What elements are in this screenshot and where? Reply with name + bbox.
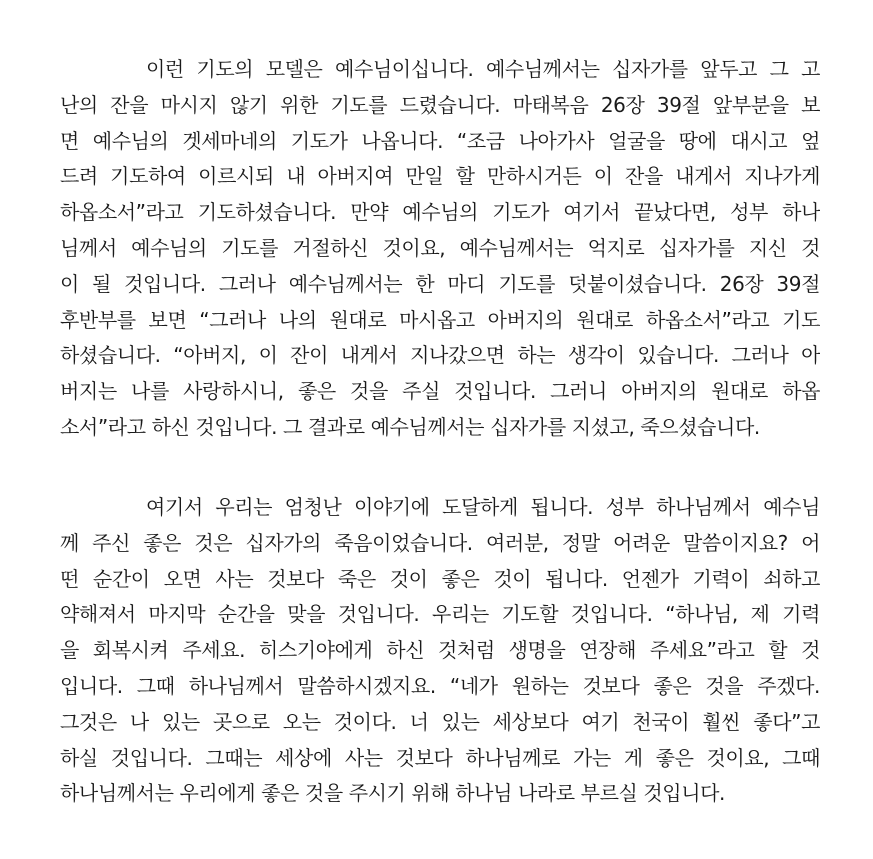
text-line: 님께서 예수님의 기도를 거절하신 것이요, 예수님께서는 억지로 십자가를 지신 것 <box>60 235 820 260</box>
paragraph-1 <box>60 52 820 446</box>
text-line: 버지는 나를 사랑하시니, 좋은 것을 주실 것입니다. 그러니 아버지의 원대로 하옵 <box>60 379 820 404</box>
text-line: 떤 순간이 오면 사는 것보다 죽은 것이 좋은 것이 됩니다. 언젠가 기력이 쇠하고 <box>60 566 820 591</box>
text-line: 드려 기도하여 이르시되 내 아버지여 만일 할 만하시거든 이 잔을 내게서 지나가게 <box>60 164 820 189</box>
text-line: 그것은 나 있는 곳으로 오는 것이다. 너 있는 세상보다 여기 천국이 훨씬 좋다”고 <box>60 709 820 734</box>
text-line: 이 될 것입니다. 그러나 예수님께서는 한 마디 기도를 덧붙이셨습니다. 26장 39절 <box>60 271 820 296</box>
text-line: 입니다. 그때 하나님께서 말씀하시겠지요. “네가 원하는 것보다 좋은 것을 주겠다. <box>60 673 820 698</box>
text-line: 을 회복시켜 주세요. 히스기야에게 하신 것처럼 생명을 연장해 주세요”라고 할 것 <box>60 638 820 663</box>
text-line: 이런 기도의 모델은 예수님이십니다. 예수님께서는 십자가를 앞두고 그 고 <box>146 57 820 81</box>
text-line: 소서”라고 하신 것입니다. 그 결과로 예수님께서는 십자가를 지셨고, 죽으셨습니다. <box>60 414 760 439</box>
text-line: 하실 것입니다. 그때는 세상에 사는 것보다 하나님께로 가는 게 좋은 것이요, 그때 <box>60 745 820 770</box>
text-line: 약해져서 마지막 순간을 맞을 것입니다. 우리는 기도할 것입니다. “하나님, 제 기력 <box>60 602 820 627</box>
paragraph-2 <box>60 490 820 812</box>
text-line: 면 예수님의 겟세마네의 기도가 나옵니다. “조금 나아가사 얼굴을 땅에 대시고 엎 <box>60 128 820 153</box>
text-line: 후반부를 보면 “그러나 나의 원대로 마시옵고 아버지의 원대로 하옵소서”라고 기도 <box>60 307 820 332</box>
text-line: 하나님께서는 우리에게 좋은 것을 주시기 위해 하나님 나라로 부르실 것입니다. <box>60 781 726 806</box>
text-line: 난의 잔을 마시지 않기 위한 기도를 드렸습니다. 마태복음 26장 39절 앞부분을 보 <box>60 92 820 117</box>
text-line: 하셨습니다. “아버지, 이 잔이 내게서 지나갔으면 하는 생각이 있습니다. 그러나 아 <box>60 343 820 368</box>
text-line: 께 주신 좋은 것은 십자가의 죽음이었습니다. 여러분, 정말 어려운 말씀이지요? 어 <box>60 530 820 555</box>
text-line: 하옵소서”라고 기도하셨습니다. 만약 예수님의 기도가 여기서 끝났다면, 성부 하나 <box>60 200 820 225</box>
text-line: 여기서 우리는 엄청난 이야기에 도달하게 됩니다. 성부 하나님께서 예수님 <box>146 495 820 519</box>
